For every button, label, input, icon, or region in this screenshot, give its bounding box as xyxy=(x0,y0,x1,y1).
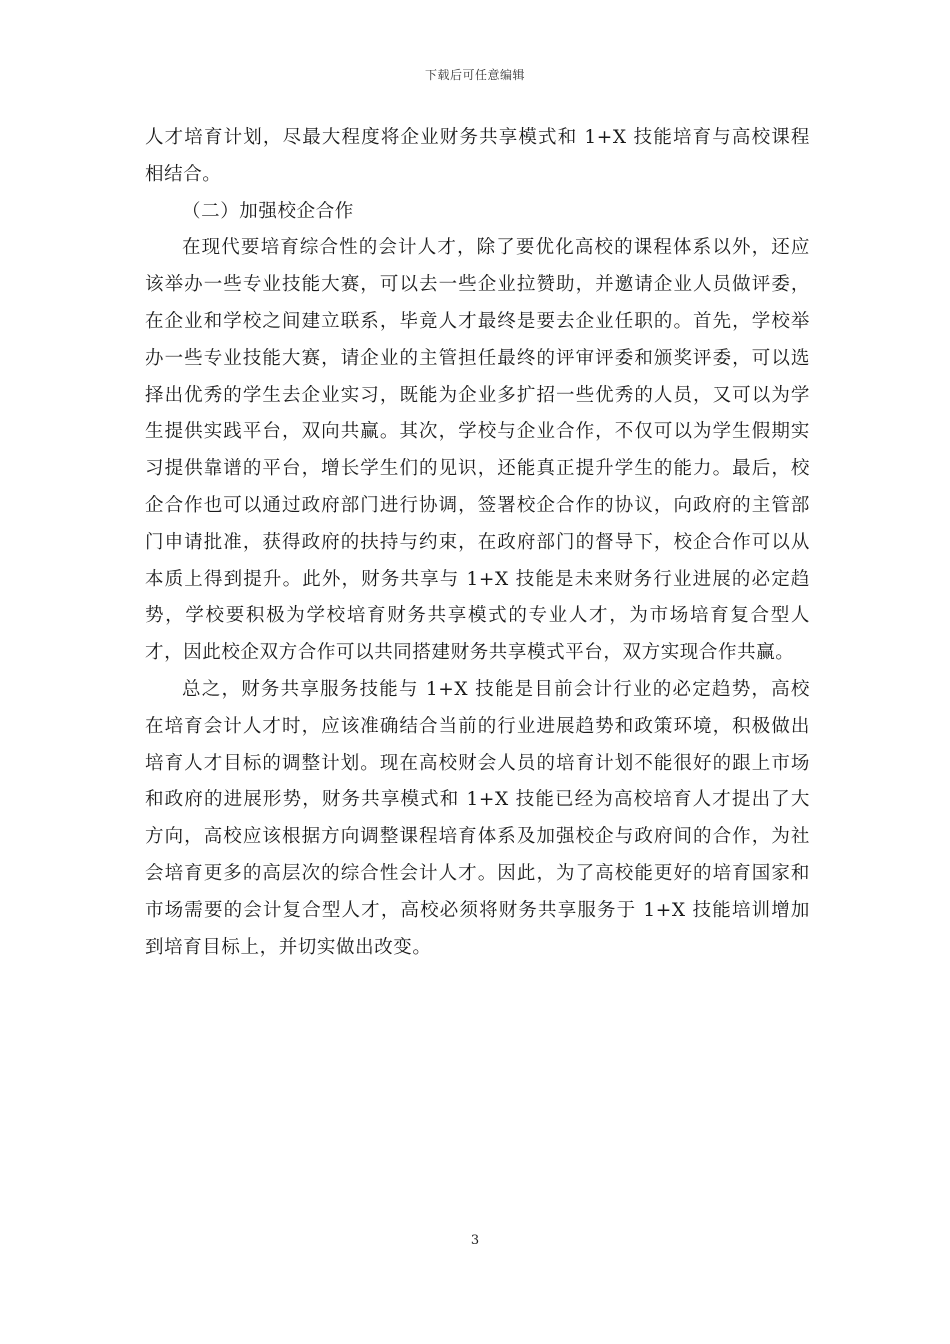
paragraph-cooperation: 在现代要培育综合性的会计人才，除了要优化高校的课程体系以外，还应该举办一些专业技能大赛，可以去一些企业拉赞助，并邀请企业人员做评委，在企业和学校之间建立联系，毕竟人才最终是要去企业任职的。首先，学校举办一些专业技能大赛，请企业的主管担任最终的评审评委和颁奖评委，可以选择出优秀的学生去企业实习，既能为企业多扩招一些优秀的人员，又可以为学生提供实践平台，双向共赢。其次，学校与企业合作，不仅可以为学生假期实习提供靠谱的平台，增长学生们的见识，还能真正提升学生的能力。最后，校企合作也可以通过政府部门进行协调，签署校企合作的协议，向政府的主管部门申请批准，获得政府的扶持与约束，在政府部门的督导下，校企合作可以从本质上得到提升。此外，财务共享与 1+X 技能是未来财务行业进展的必定趋势，学校要积极为学校培育财务共享模式的专业人才，为市场培育复合型人才，因此校企双方合作可以共同搭建财务共享模式平台，双方实现合作共赢。 xyxy=(145,237,810,664)
paragraph-conclusion: 总之，财务共享服务技能与 1+X 技能是目前会计行业的必定趋势，高校在培育会计人才时，应该准确结合当前的行业进展趋势和政策环境，积极做出培育人才目标的调整计划。现在高校财会人员的培育计划不能很好的跟上市场和政府的进展形势，财务共享模式和 1+X 技能已经为高校培育人才提出了大方向，高校应该根据方向调整课程培育体系及加强校企与政府间的合作，为社会培育更多的高层次的综合性会计人才。因此，为了高校能更好的培育国家和市场需要的会计复合型人才，高校必须将财务共享服务于 1+X 技能培训增加到培育目标上，并切实做出改变。 xyxy=(145,678,810,958)
section-heading: （二）加强校企合作 xyxy=(182,200,354,222)
page-number: 3 xyxy=(470,1233,480,1248)
paragraph-continued: 人才培育计划，尽最大程度将企业财务共享模式和 1+X 技能培育与高校课程相结合。 xyxy=(145,127,810,185)
document-body xyxy=(145,120,810,966)
page-header-note: 下载后可任意编辑 xyxy=(424,68,525,82)
